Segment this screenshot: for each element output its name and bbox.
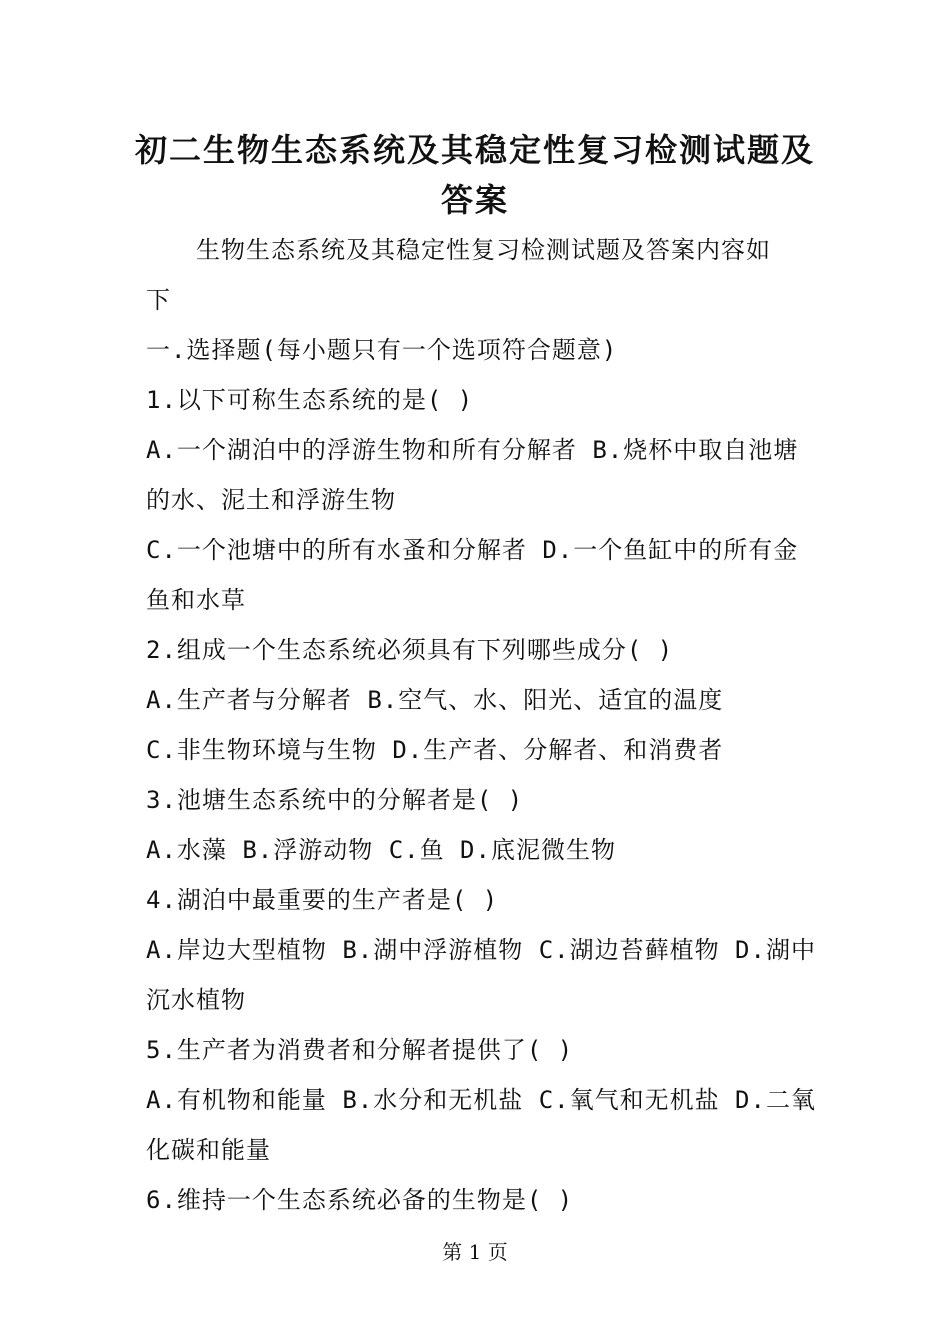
document-title-line-1: 初二生物生态系统及其稳定性复习检测试题及 [134,131,815,169]
question-3: 3.池塘生态系统中的分解者是( ) [146,786,524,814]
question-3-options: A.水藻 B.浮游动物 C.鱼 D.底泥微生物 [146,836,616,864]
intro-line-2: 下 [146,286,171,314]
document-title-line-2: 答案 [440,181,509,219]
question-6: 6.维持一个生态系统必备的生物是( ) [146,1186,574,1214]
question-5: 5.生产者为消费者和分解者提供了( ) [146,1036,574,1064]
question-1-options-line-4: 鱼和水草 [146,586,246,614]
section-heading: 一.选择题(每小题只有一个选项符合题意) [146,336,618,364]
question-2-options-line-1: A.生产者与分解者 B.空气、水、阳光、适宜的温度 [146,686,724,714]
question-2-options-line-2: C.非生物环境与生物 D.生产者、分解者、和消费者 [146,736,724,764]
question-1-options-line-2: 的水、泥土和浮游生物 [146,486,396,514]
question-4-options-line-1: A.岸边大型植物 B.湖中浮游植物 C.湖边苔藓植物 D.湖中 [146,936,816,964]
question-1-options-line-1: A.一个湖泊中的浮游生物和所有分解者 B.烧杯中取自池塘 [146,436,799,464]
question-4: 4.湖泊中最重要的生产者是( ) [146,886,499,914]
question-1-options-line-3: C.一个池塘中的所有水蚤和分解者 D.一个鱼缸中的所有金 [146,536,799,564]
intro-line-1: 生物生态系统及其稳定性复习检测试题及答案内容如 [196,236,771,264]
question-4-options-line-2: 沉水植物 [146,986,246,1014]
question-5-options-line-1: A.有机物和能量 B.水分和无机盐 C.氧气和无机盐 D.二氧 [146,1086,816,1114]
question-1: 1.以下可称生态系统的是( ) [146,386,474,414]
question-5-options-line-2: 化碳和能量 [146,1136,271,1164]
page-number: 第 1 页 [442,1240,508,1264]
question-2: 2.组成一个生态系统必须具有下列哪些成分( ) [146,636,674,664]
